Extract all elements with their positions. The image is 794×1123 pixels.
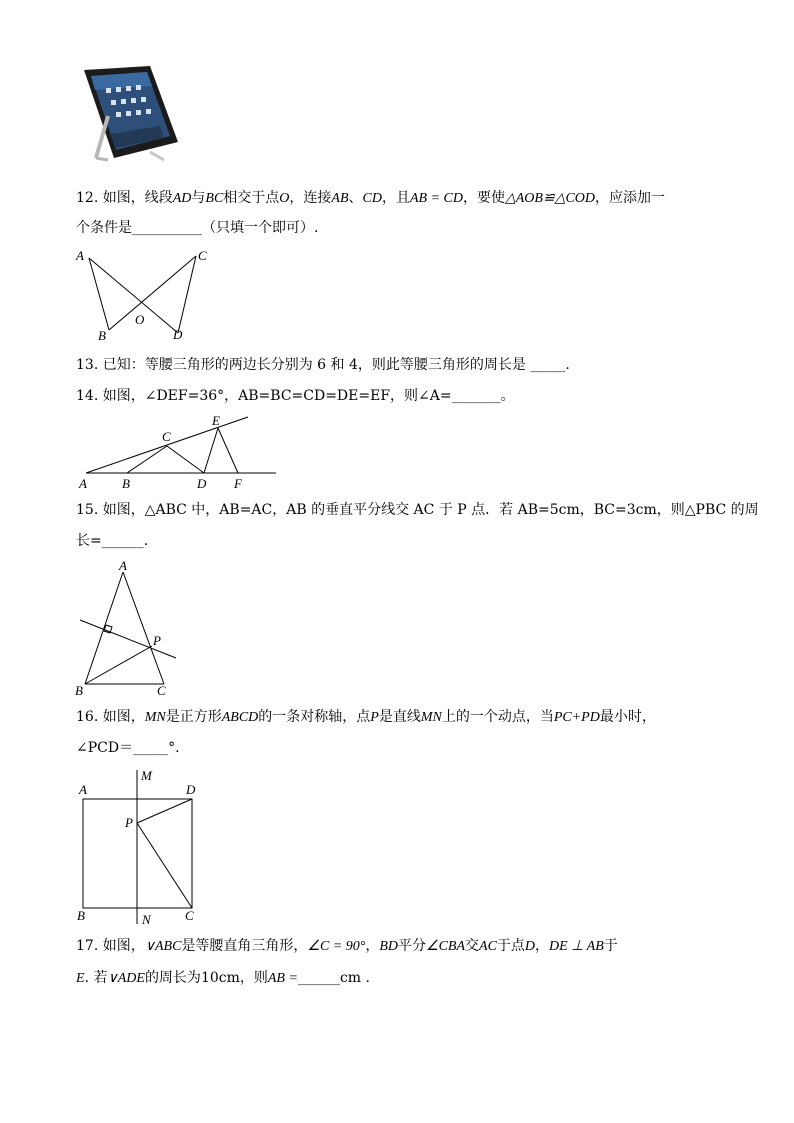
text: ， — [365, 938, 380, 954]
text: 与 — [191, 190, 206, 206]
text: 是等腰直角三角形， — [181, 938, 308, 954]
length: 10cm — [200, 970, 240, 986]
label-a: A — [119, 558, 127, 573]
expression: PC+PD — [553, 710, 600, 725]
congruence: △AOB≌△COD — [504, 191, 596, 206]
question-12-line-1 — [76, 189, 665, 208]
point-p: P — [370, 710, 379, 725]
point-e: E — [76, 971, 85, 986]
segment-ab: AB — [331, 191, 349, 206]
question-16-line-2: ∠PCD＝_____°. — [76, 740, 180, 756]
segment-bc: BC — [205, 191, 224, 206]
angle-c: ∠C = 90° — [307, 939, 366, 954]
line-mn: MN — [144, 710, 166, 725]
segment-ad: AD — [172, 191, 192, 206]
text: 最小时， — [599, 709, 656, 725]
text: ，要使 — [462, 190, 505, 206]
label-m: M — [141, 768, 152, 783]
text: 如图，线段 — [102, 190, 173, 206]
label-d: D — [197, 476, 207, 491]
question-13: 13. 已知：等腰三角形的两边长分别为 6 和 4，则此等腰三角形的周长是 _____. — [76, 357, 570, 373]
label-c: C — [185, 908, 194, 923]
label-a: A — [76, 248, 84, 263]
text: 平分 — [398, 938, 427, 954]
label-b: B — [122, 476, 130, 491]
question-16-line-1 — [76, 708, 656, 727]
tablet-stand-image — [80, 64, 180, 164]
text: 是直线 — [378, 709, 421, 725]
question-15-line-1: 15. 如图，△ABC 中，AB=AC，AB 的垂直平分线交 AC 于 P 点．若 AB=5cm，BC=3cm，则△PBC 的周 — [76, 502, 759, 518]
text: 的周长为 — [144, 970, 201, 986]
label-b: B — [75, 683, 83, 698]
label-a: A — [79, 782, 87, 797]
text: 交 — [465, 938, 480, 954]
point-d: D — [524, 939, 536, 954]
text: 是正方形 — [165, 709, 222, 725]
question-17-line-1 — [76, 937, 618, 956]
text: ，连接 — [289, 190, 332, 206]
text: . 若 — [84, 970, 108, 986]
question-number: 16. — [76, 709, 99, 725]
label-f: F — [234, 476, 242, 491]
text: ，应添加一 — [595, 190, 666, 206]
label-e: E — [212, 413, 220, 428]
label-c: C — [198, 248, 207, 263]
text: ，且 — [381, 190, 410, 206]
segment-cd: CD — [362, 191, 382, 206]
question-17-line-2 — [76, 969, 370, 988]
label-d: D — [186, 782, 196, 797]
square-abcd: ABCD — [221, 710, 259, 725]
label-b: B — [77, 908, 85, 923]
text: 如图， — [102, 938, 145, 954]
text: 如图， — [102, 709, 145, 725]
equation: AB = CD — [409, 191, 463, 206]
label-c: C — [162, 429, 171, 444]
perpendicular: DE ⊥ AB — [549, 939, 604, 954]
triangle-abc: ∨ABC — [144, 939, 182, 954]
segment-ab: AB = — [267, 971, 298, 986]
question-number: 12. — [76, 190, 99, 206]
text: 于 — [603, 938, 618, 954]
unit: cm . — [339, 970, 370, 986]
label-p: P — [153, 633, 161, 648]
text: 于点 — [496, 938, 525, 954]
segment-ac: AC — [479, 939, 497, 954]
line-mn: MN — [420, 710, 442, 725]
label-c: C — [157, 683, 166, 698]
text: ，则 — [239, 970, 268, 986]
label-d: D — [173, 327, 183, 342]
point-o: O — [279, 191, 290, 206]
figure-q15 — [72, 558, 182, 698]
segment-bd: BD — [379, 939, 399, 954]
text: 上的一个动点，当 — [441, 709, 554, 725]
question-14: 14. 如图，∠DEF=36°，AB=BC=CD=DE=EF，则∠A=_______。 — [76, 388, 515, 404]
question-15-line-2: 长=______. — [76, 533, 149, 549]
triangle-ade: ∨ADE — [107, 971, 145, 986]
text: 、 — [348, 190, 363, 206]
text: 的一条对称轴，点 — [258, 709, 371, 725]
answer-blank: ______ — [297, 970, 340, 986]
label-o: O — [135, 312, 145, 327]
label-n: N — [142, 912, 151, 927]
angle-cba: ∠CBA — [426, 939, 466, 954]
figure-q16 — [72, 766, 212, 928]
figure-q12 — [72, 244, 222, 344]
question-number: 17. — [76, 938, 99, 954]
text: ， — [535, 938, 550, 954]
figure-q14 — [76, 412, 282, 492]
text: 相交于点 — [223, 190, 280, 206]
label-a: A — [79, 476, 87, 491]
label-p: P — [125, 815, 133, 830]
label-b: B — [98, 328, 106, 343]
question-12-line-2: 个条件是__________（只填一个即可）. — [76, 220, 319, 236]
